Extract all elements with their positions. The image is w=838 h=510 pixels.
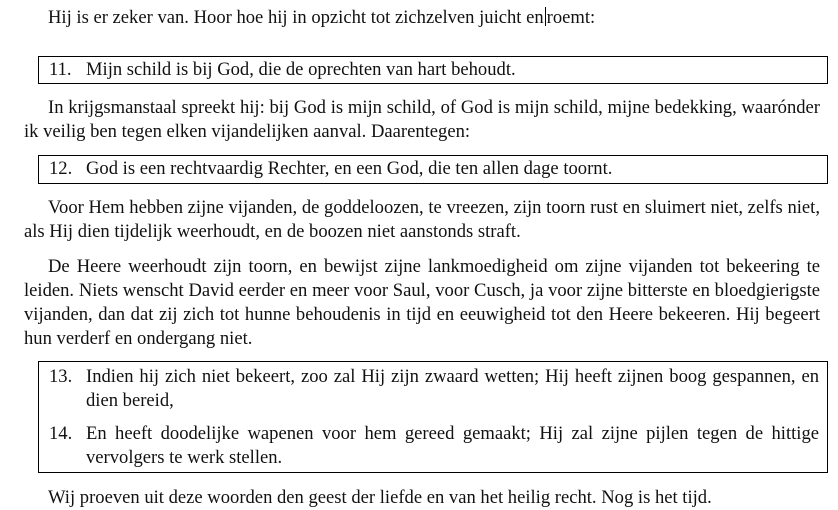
paragraph-5: Wij proeven uit deze woorden den geest der liefde en van het heilig recht. Nog is het tijd. [48, 487, 712, 508]
verse-text: En heeft doodelijke wapenen voor hem gereed gemaakt; Hij zal zijne pijlen tegen de hittige vervolgers te werk stellen. [86, 423, 819, 468]
verse-box-13-14 [38, 361, 828, 473]
verse-text: Mijn schild is bij God, die de oprechten van hart behoudt. [86, 59, 516, 80]
intro-paragraph [24, 6, 820, 30]
verse-box-11 [38, 56, 828, 84]
verse-text: God is een rechtvaardig Rechter, en een God, die ten allen dage toornt. [86, 158, 613, 179]
paragraph-4: De Heere weerhoudt zijn toorn, en bewijst zijne lankmoedigheid om zijne vijanden tot bekeering te leiden. Niets wenscht David eerder en meer voor Saul, voor Cusch, ja voor zijne bitterste en bloedgierigste vijanden, dan dat zij zich tot hunne behoudenis in tijd en eeuwigheid tot den Heere bekeeren. Hij begeert hun verderf en ondergang niet. [24, 256, 820, 349]
paragraph-2: In krijgsmanstaal spreekt hij: bij God is mijn schild, of God is mijn schild, mijne bedekking, waarónder ik veilig ben tegen elken vijandelijken aanval. Daarentegen: [24, 97, 820, 142]
verse-text: Indien hij zich niet bekeert, zoo zal Hij zijn zwaard wetten; Hij heeft zijnen boog gespannen, en dien bereid, [86, 366, 819, 411]
verse-number: 13. [49, 366, 73, 387]
verse-13 [39, 365, 827, 413]
verse-11 [39, 58, 827, 82]
verse-14 [39, 422, 827, 470]
verse-number: 11. [49, 59, 72, 80]
verse-number: 12. [49, 158, 73, 179]
intro-text-end: roemt: [546, 7, 596, 28]
verse-number: 14. [49, 423, 73, 444]
verse-box-12 [38, 155, 828, 184]
text-cursor [545, 7, 546, 26]
verse-12 [39, 157, 827, 181]
intro-text: Hij is er zeker van. Hoor hoe hij in opzicht tot zichzelven juicht en [48, 7, 544, 28]
paragraph-3: Voor Hem hebben zijne vijanden, de goddeloozen, te vreezen, zijn toorn rust en sluimert niet, zelfs niet, als Hij dien tijdelijk weerhoudt, en de boozen niet aanstonds straft. [24, 197, 820, 242]
